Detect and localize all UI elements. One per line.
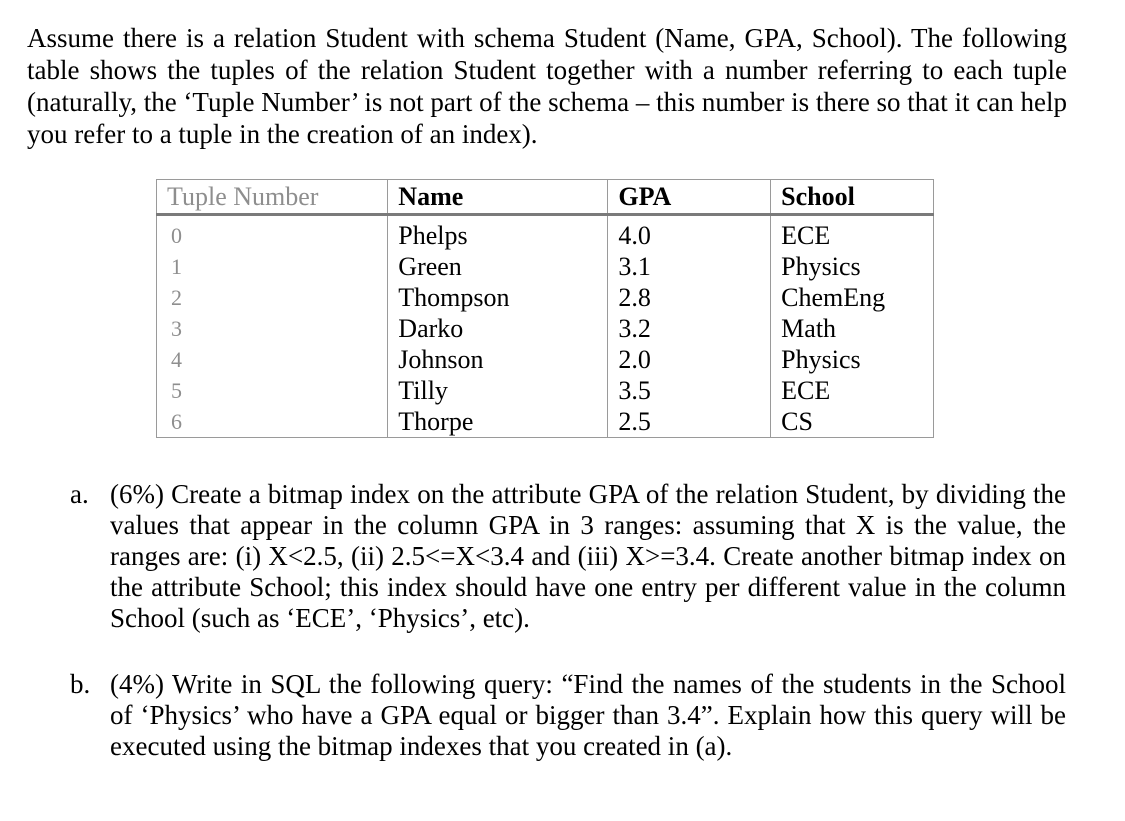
header-tuple-number: Tuple Number xyxy=(157,180,388,215)
header-school: School xyxy=(771,180,934,215)
question-a xyxy=(70,479,1066,634)
header-gpa: GPA xyxy=(608,180,771,215)
cell-tuple-number: 3 xyxy=(157,313,388,344)
cell-gpa: 2.5 xyxy=(608,406,771,438)
cell-tuple-number: 0 xyxy=(157,215,388,252)
question-b-marker: b. xyxy=(70,669,91,699)
cell-tuple-number: 6 xyxy=(157,406,388,438)
question-a-marker: a. xyxy=(70,479,89,509)
table-row xyxy=(157,251,934,282)
cell-school: Physics xyxy=(771,251,934,282)
cell-name: Green xyxy=(388,251,608,282)
cell-name: Thorpe xyxy=(388,406,608,438)
cell-gpa: 2.0 xyxy=(608,344,771,375)
question-a-text: (6%) Create a bitmap index on the attribute GPA of the relation Student, by dividing the values that appear in the column GPA in 3 ranges: assuming that X is the value, the ranges are: (i) X<2.5, (ii) 2.5<=X<3.4 and (iii) X>=3.4. Create another bitmap index on the attribute School; this index should have one entry per different value in the column School (such as ‘ECE’, ‘Physics’, etc). xyxy=(110,479,1066,633)
cell-school: ECE xyxy=(771,375,934,406)
cell-gpa: 3.2 xyxy=(608,313,771,344)
table-row xyxy=(157,313,934,344)
cell-school: ECE xyxy=(771,215,934,252)
cell-gpa: 3.1 xyxy=(608,251,771,282)
cell-school: CS xyxy=(771,406,934,438)
table-row xyxy=(157,406,934,438)
cell-tuple-number: 1 xyxy=(157,251,388,282)
question-b xyxy=(70,669,1066,762)
table-row xyxy=(157,282,934,313)
cell-school: Math xyxy=(771,313,934,344)
cell-name: Thompson xyxy=(388,282,608,313)
table-row xyxy=(157,375,934,406)
student-table xyxy=(156,179,934,438)
intro-paragraph: Assume there is a relation Student with schema Student (Name, GPA, School). The following table shows the tuples of the relation Student together with a number referring to each tuple (naturally, the ‘Tuple Number’ is not part of the schema – this number is there so that it can help you refer to a tuple in the creation of an index). xyxy=(27,23,1068,149)
table-row xyxy=(157,215,934,252)
cell-name: Darko xyxy=(388,313,608,344)
cell-tuple-number: 5 xyxy=(157,375,388,406)
table-header-row xyxy=(157,180,934,215)
table-row xyxy=(157,344,934,375)
cell-gpa: 4.0 xyxy=(608,215,771,252)
cell-school: ChemEng xyxy=(771,282,934,313)
cell-name: Johnson xyxy=(388,344,608,375)
cell-gpa: 2.8 xyxy=(608,282,771,313)
cell-gpa: 3.5 xyxy=(608,375,771,406)
question-b-text: (4%) Write in SQL the following query: “Find the names of the students in the School of ‘Physics’ who have a GPA equal or bigger than 3.4”. Explain how this query will be executed using the bitmap indexes that you created in (a). xyxy=(110,669,1066,761)
header-name: Name xyxy=(388,180,608,215)
cell-school: Physics xyxy=(771,344,934,375)
cell-tuple-number: 4 xyxy=(157,344,388,375)
cell-tuple-number: 2 xyxy=(157,282,388,313)
cell-name: Tilly xyxy=(388,375,608,406)
cell-name: Phelps xyxy=(388,215,608,252)
